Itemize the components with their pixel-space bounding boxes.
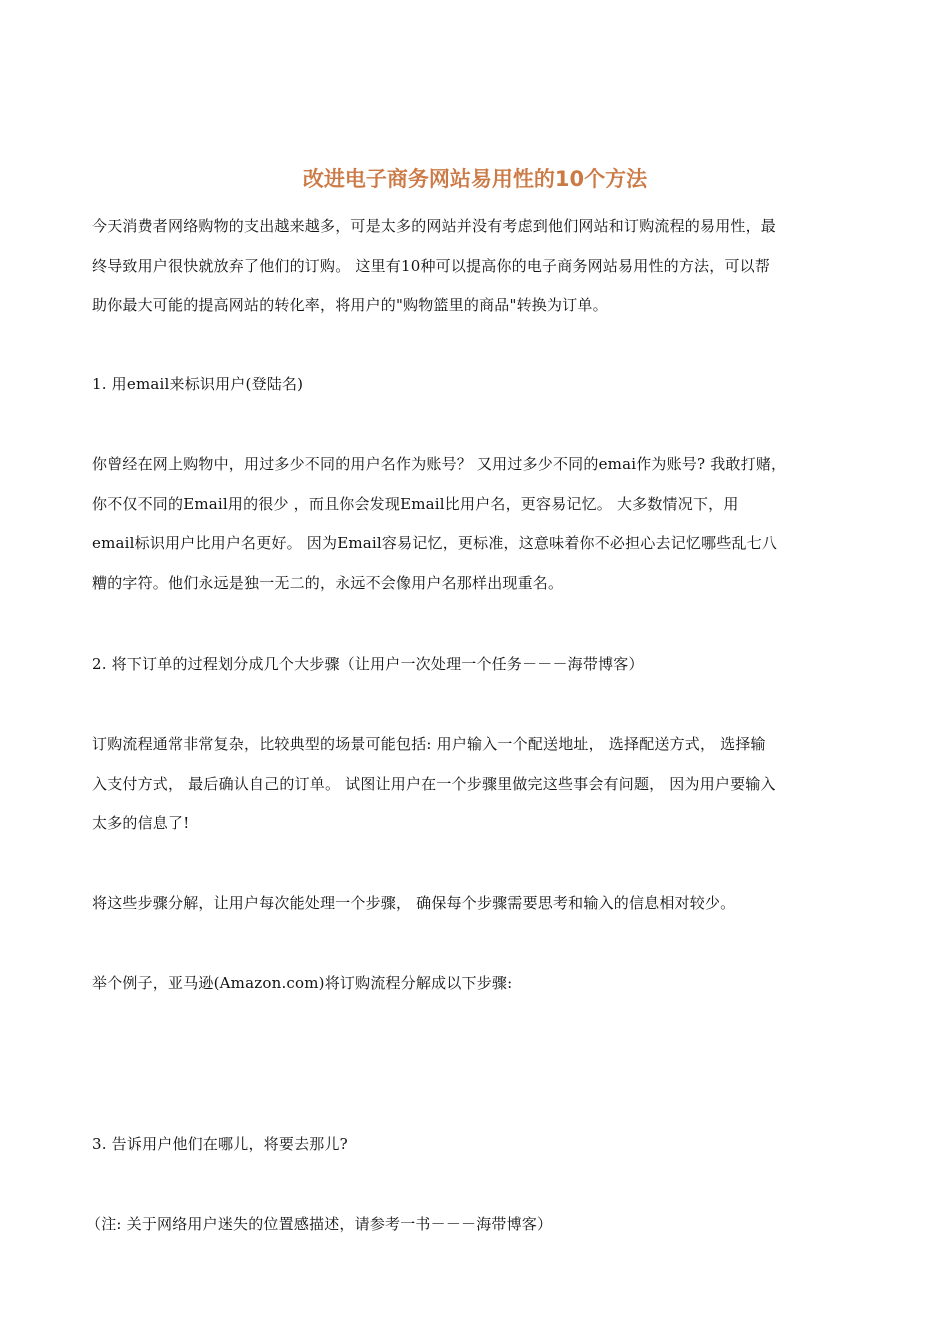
section-2-paragraph-2: 将这些步骤分解，让用户每次能处理一个步骤， 确保每个步骤需要思考和输入的信息相对较少。: [92, 894, 736, 912]
section-2-line: 订购流程通常非常复杂，比较典型的场景可能包括: 用户输入一个配送地址， 选择配送方式， 选择输: [92, 735, 766, 753]
section-1-line: 你曾经在网上购物中，用过多少不同的用户名作为账号？ 又用过多少不同的emai作为账号? 我敢打赌，: [92, 455, 787, 473]
intro-paragraph: [92, 207, 862, 326]
section-2-paragraph-3: 举个例子，亚马逊(Amazon.com)将订购流程分解成以下步骤:: [92, 974, 513, 992]
section-3-note: （注: 关于网络用户迷失的位置感描述，请参考一书－－－海带博客）: [86, 1215, 553, 1233]
intro-line: 终导致用户很快就放弃了他们的订购。 这里有10种可以提高你的电子商务网站易用性的方法，可以帮: [92, 256, 771, 275]
section-1-body: [92, 445, 862, 603]
document-title: 改进电子商务网站易用性的10个方法: [302, 167, 648, 191]
section-1-line: email标识用户比用户名更好。 因为Email容易记忆，更标准，这意味着你不必担心去记忆哪些乱七八: [92, 534, 778, 552]
section-3-heading: 3. 告诉用户他们在哪儿，将要去那儿?: [92, 1135, 348, 1153]
section-1-line: 你不仅不同的Email用的很少 ，而且你会发现Email比用户名，更容易记忆。 大多数情况下，用: [92, 494, 739, 513]
section-2-heading: 2. 将下订单的过程划分成几个大步骤（让用户一次处理一个任务－－－海带博客）: [92, 655, 644, 673]
intro-line: 助你最大可能的提高网站的转化率，将用户的"购物篮里的商品"转换为订单。: [92, 296, 608, 314]
section-1-line: 糟的字符。他们永远是独一无二的，永远不会像用户名那样出现重名。: [92, 573, 564, 592]
section-2-line: 入支付方式， 最后确认自己的订单。 试图让用户在一个步骤里做完这些事会有问题， 因为用户要输入: [92, 774, 776, 793]
section-2-body: [92, 725, 862, 844]
section-2-line: 太多的信息了!: [92, 814, 190, 832]
section-1-heading: 1. 用email来标识用户(登陆名): [92, 375, 304, 393]
intro-line: 今天消费者网络购物的支出越来越多，可是太多的网站并没有考虑到他们网站和订购流程的易用性，最: [92, 217, 777, 235]
